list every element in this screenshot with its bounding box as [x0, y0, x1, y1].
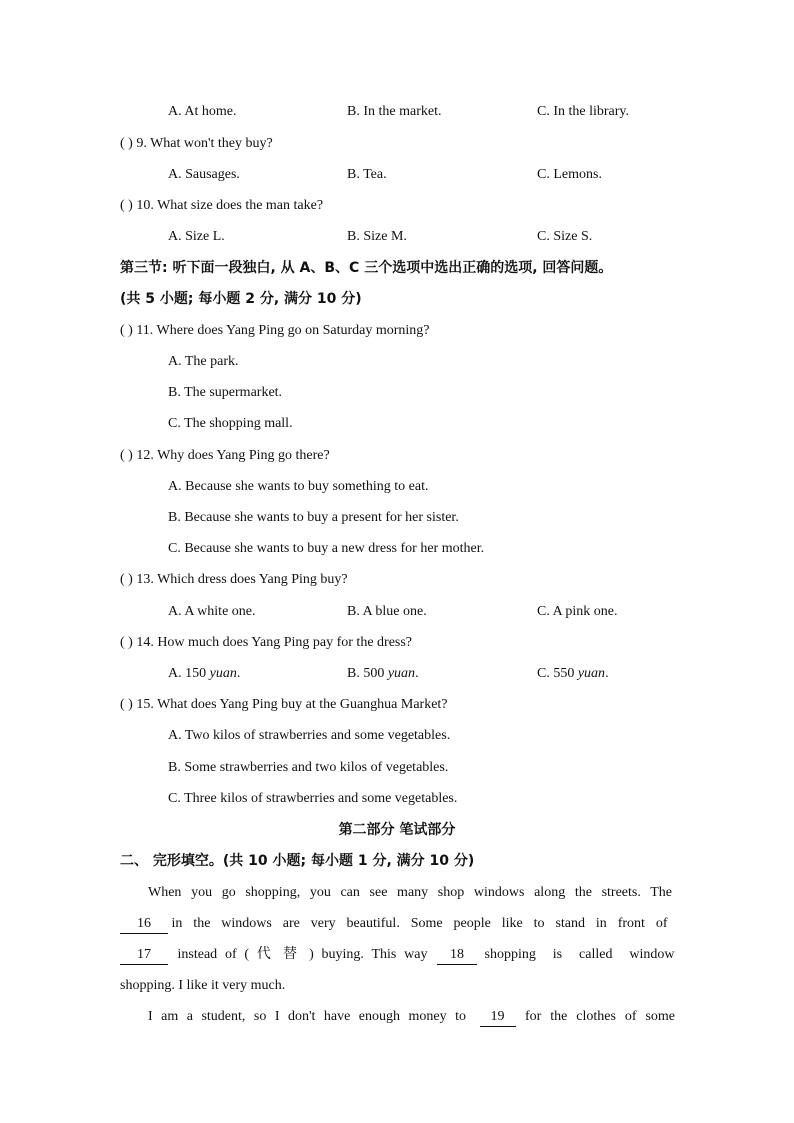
q10-option-c: C. Size S. [537, 229, 593, 244]
q14-option-b-unit: yuan [387, 666, 416, 681]
q14-option-c-unit: yuan [577, 666, 606, 681]
q9-option-b: B. Tea. [347, 167, 387, 182]
q14-option-b-number: B. 500 [347, 666, 385, 681]
cloze-line-4: shopping. I like it very much. [120, 978, 286, 993]
q14-option-a-unit: yuan [209, 666, 237, 681]
q12-option-b: B. Because she wants to buy a present for her sister. [168, 510, 459, 525]
q9-stem: ( ) 9. What won't they buy? [120, 136, 273, 151]
q12-option-c: C. Because she wants to buy a new dress for her mother. [168, 541, 485, 556]
q12-stem: ( ) 12. Why does Yang Ping go there? [120, 448, 330, 463]
blank-19[interactable]: 19 [480, 1008, 516, 1027]
cloze-line-2 [120, 914, 672, 934]
cloze-title: 二、 完形填空。(共 10 小题; 每小题 1 分, 满分 10 分) [120, 853, 475, 869]
q8-option-b: B. In the market. [347, 104, 442, 119]
q14-option-a [168, 664, 240, 684]
q15-stem: ( ) 15. What does Yang Ping buy at the Guanghua Market? [120, 697, 448, 712]
section3-title: 第三节: 听下面一段独白, 从 A、B、C 三个选项中选出正确的选项, 回答问题。 [120, 260, 613, 276]
cloze-line-2-text: in the windows are very beautiful. Some people like to stand in front of [171, 916, 668, 931]
q12-option-a: A. Because she wants to buy something to eat. [168, 479, 429, 494]
cloze-line-5-text-b: for the clothes of some [525, 1009, 675, 1024]
q15-option-b: B. Some strawberries and two kilos of vegetables. [168, 760, 449, 775]
blank-17[interactable]: 17 [120, 946, 168, 965]
q14-option-c [537, 664, 609, 684]
blank-16[interactable]: 16 [120, 915, 168, 934]
q11-option-b: B. The supermarket. [168, 385, 283, 400]
q13-option-c: C. A pink one. [537, 604, 618, 619]
cloze-line-5 [148, 1007, 675, 1027]
section3-note: (共 5 小题; 每小题 2 分, 满分 10 分) [120, 291, 362, 307]
q14-option-c-dot: . [605, 666, 609, 681]
q14-option-b-dot: . [415, 666, 419, 681]
cloze-line-1: When you go shopping, you can see many shop windows along the streets. The [148, 885, 672, 900]
q13-option-b: B. A blue one. [347, 604, 427, 619]
q14-option-a-number: A. 150 [168, 666, 207, 681]
q9-option-c: C. Lemons. [537, 167, 602, 182]
q14-option-a-dot: . [236, 666, 241, 681]
q13-stem: ( ) 13. Which dress does Yang Ping buy? [120, 572, 348, 587]
q14-stem: ( ) 14. How much does Yang Ping pay for the dress? [120, 635, 413, 650]
q8-option-c: C. In the library. [537, 104, 630, 119]
q14-option-b [347, 664, 419, 684]
q11-option-a: A. The park. [168, 354, 239, 369]
cloze-line-5-text-a: I am a student, so I don't have enough money to [148, 1009, 466, 1024]
q15-option-c: C. Three kilos of strawberries and some vegetables. [168, 791, 458, 806]
cloze-line-3-text-b: shopping is called window [484, 947, 675, 962]
part2-title: 第二部分 笔试部分 [338, 822, 456, 838]
q8-option-a: A. At home. [168, 104, 237, 119]
q9-option-a: A. Sausages. [168, 167, 240, 182]
q10-option-b: B. Size M. [347, 229, 407, 244]
q11-option-c: C. The shopping mall. [168, 416, 293, 431]
q10-option-a: A. Size L. [168, 229, 225, 244]
cloze-line-3 [120, 945, 675, 965]
q13-option-a: A. A white one. [168, 604, 256, 619]
q11-stem: ( ) 11. Where does Yang Ping go on Saturday morning? [120, 323, 430, 338]
q14-option-c-number: C. 550 [537, 666, 575, 681]
q15-option-a: A. Two kilos of strawberries and some vegetables. [168, 728, 451, 743]
blank-18[interactable]: 18 [437, 946, 477, 965]
q10-stem: ( ) 10. What size does the man take? [120, 198, 324, 213]
cloze-line-3-text-a: instead of ( 代 替 ) buying. This way [177, 947, 428, 962]
